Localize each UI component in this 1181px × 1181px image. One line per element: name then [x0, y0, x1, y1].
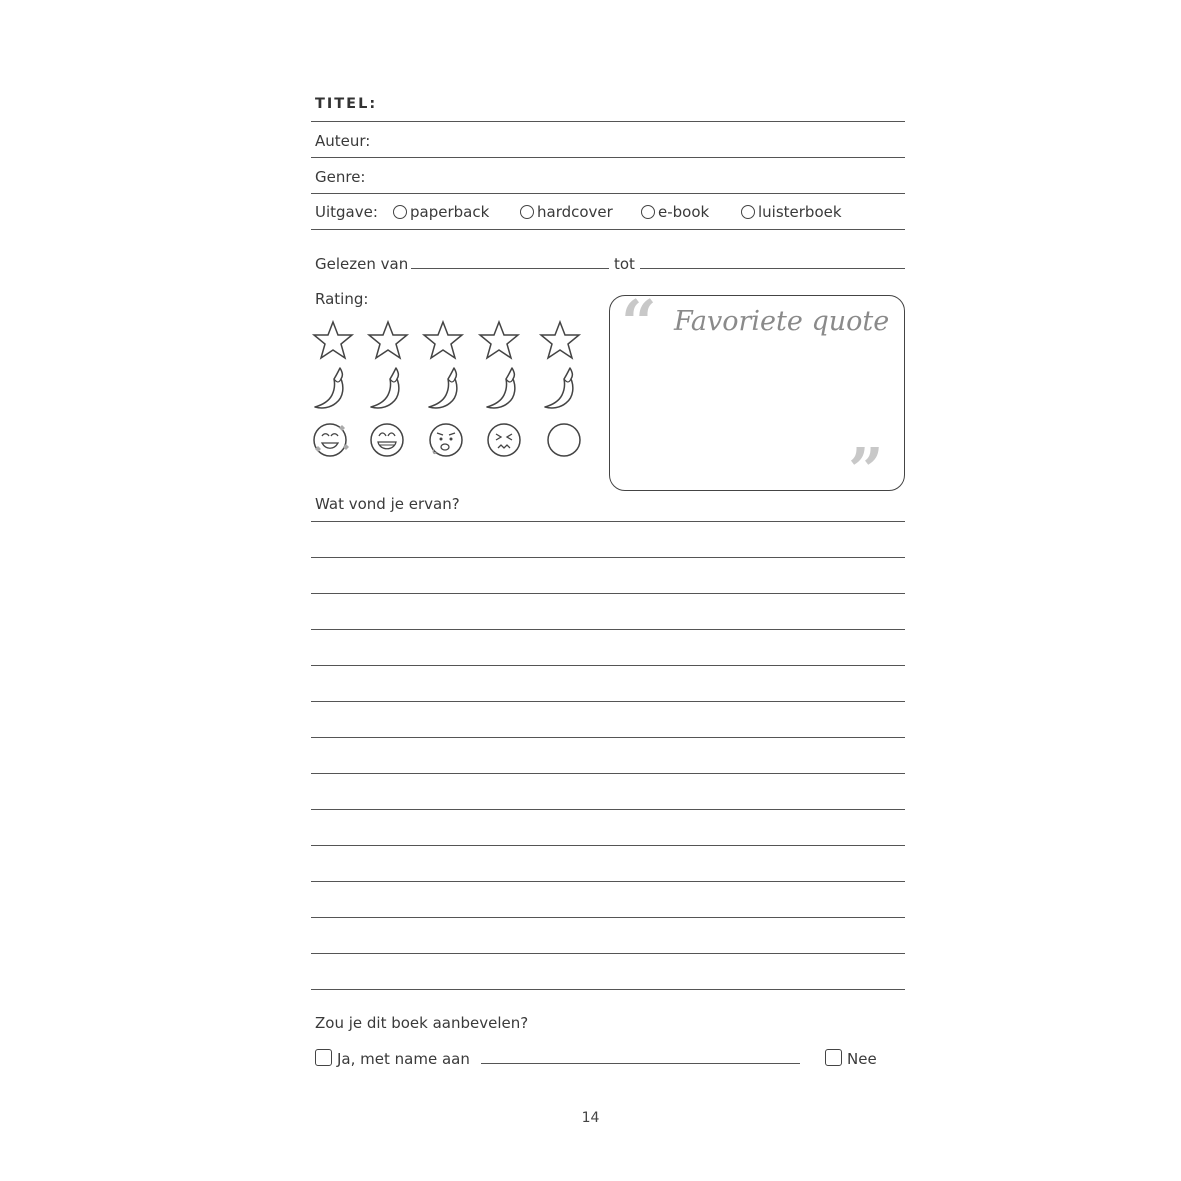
- review-label: Wat vond je ervan?: [315, 495, 460, 513]
- review-line[interactable]: [311, 773, 905, 774]
- page-number: 14: [581, 1110, 600, 1126]
- review-line[interactable]: [311, 953, 905, 954]
- recommend-no-label: Nee: [847, 1050, 877, 1068]
- uitgave-line: [311, 229, 905, 230]
- gelezen-van-line[interactable]: [411, 268, 609, 269]
- empty-face-icon[interactable]: [548, 424, 580, 456]
- uitgave-option-luisterboek[interactable]: luisterboek: [741, 203, 842, 221]
- rating-label: Rating:: [315, 290, 369, 308]
- love-face-icon[interactable]: [314, 424, 349, 456]
- radio-circle-icon[interactable]: [641, 205, 655, 219]
- auteur-label: Auteur:: [315, 132, 371, 150]
- recommend-yes-checkbox[interactable]: [315, 1049, 332, 1066]
- review-line[interactable]: [311, 809, 905, 810]
- review-line[interactable]: [311, 701, 905, 702]
- recommend-no-checkbox[interactable]: [825, 1049, 842, 1066]
- close-quote-icon: ”: [848, 434, 884, 507]
- recommend-name-line[interactable]: [481, 1063, 800, 1064]
- review-line[interactable]: [311, 557, 905, 558]
- open-quote-icon: “: [621, 286, 657, 359]
- radio-circle-icon[interactable]: [393, 205, 407, 219]
- review-line[interactable]: [311, 593, 905, 594]
- radio-circle-icon[interactable]: [520, 205, 534, 219]
- review-line[interactable]: [311, 881, 905, 882]
- review-line[interactable]: [311, 521, 905, 522]
- chili-pepper-icon-1[interactable]: [315, 368, 343, 408]
- favorite-quote-label: Favoriete quote: [674, 306, 890, 337]
- genre-label: Genre:: [315, 168, 366, 186]
- chili-pepper-icon-2[interactable]: [371, 368, 399, 408]
- uitgave-label: Uitgave:: [315, 203, 378, 221]
- gelezen-van-label: Gelezen van: [315, 255, 409, 273]
- recommend-yes-label: Ja, met name aan: [337, 1050, 470, 1068]
- star-icon-2[interactable]: [369, 322, 407, 358]
- chili-pepper-icon-4[interactable]: [487, 368, 515, 408]
- chili-pepper-icon-3[interactable]: [429, 368, 457, 408]
- confounded-face-icon[interactable]: [488, 424, 520, 456]
- radio-circle-icon[interactable]: [741, 205, 755, 219]
- titel-line[interactable]: [311, 121, 905, 122]
- uitgave-option-paperback[interactable]: paperback: [393, 203, 489, 221]
- titel-label: TITEL:: [315, 96, 378, 112]
- review-line[interactable]: [311, 737, 905, 738]
- review-line[interactable]: [311, 665, 905, 666]
- review-line[interactable]: [311, 917, 905, 918]
- chili-pepper-icon-5[interactable]: [545, 368, 573, 408]
- rating-icons: [305, 315, 595, 465]
- recommend-question: Zou je dit boek aanbevelen?: [315, 1014, 529, 1032]
- star-icon-3[interactable]: [424, 322, 462, 358]
- uitgave-option-hardcover[interactable]: hardcover: [520, 203, 613, 221]
- laughing-face-icon[interactable]: [371, 424, 403, 456]
- genre-line[interactable]: [311, 193, 905, 194]
- tot-label: tot: [614, 255, 635, 273]
- review-line[interactable]: [311, 989, 905, 990]
- review-line[interactable]: [311, 845, 905, 846]
- drooling-face-icon[interactable]: [430, 424, 462, 456]
- auteur-line[interactable]: [311, 157, 905, 158]
- star-icon-5[interactable]: [541, 322, 579, 358]
- star-icon-4[interactable]: [480, 322, 518, 358]
- review-line[interactable]: [311, 629, 905, 630]
- star-icon-1[interactable]: [314, 322, 352, 358]
- uitgave-option-e-book[interactable]: e-book: [641, 203, 709, 221]
- tot-line[interactable]: [640, 268, 905, 269]
